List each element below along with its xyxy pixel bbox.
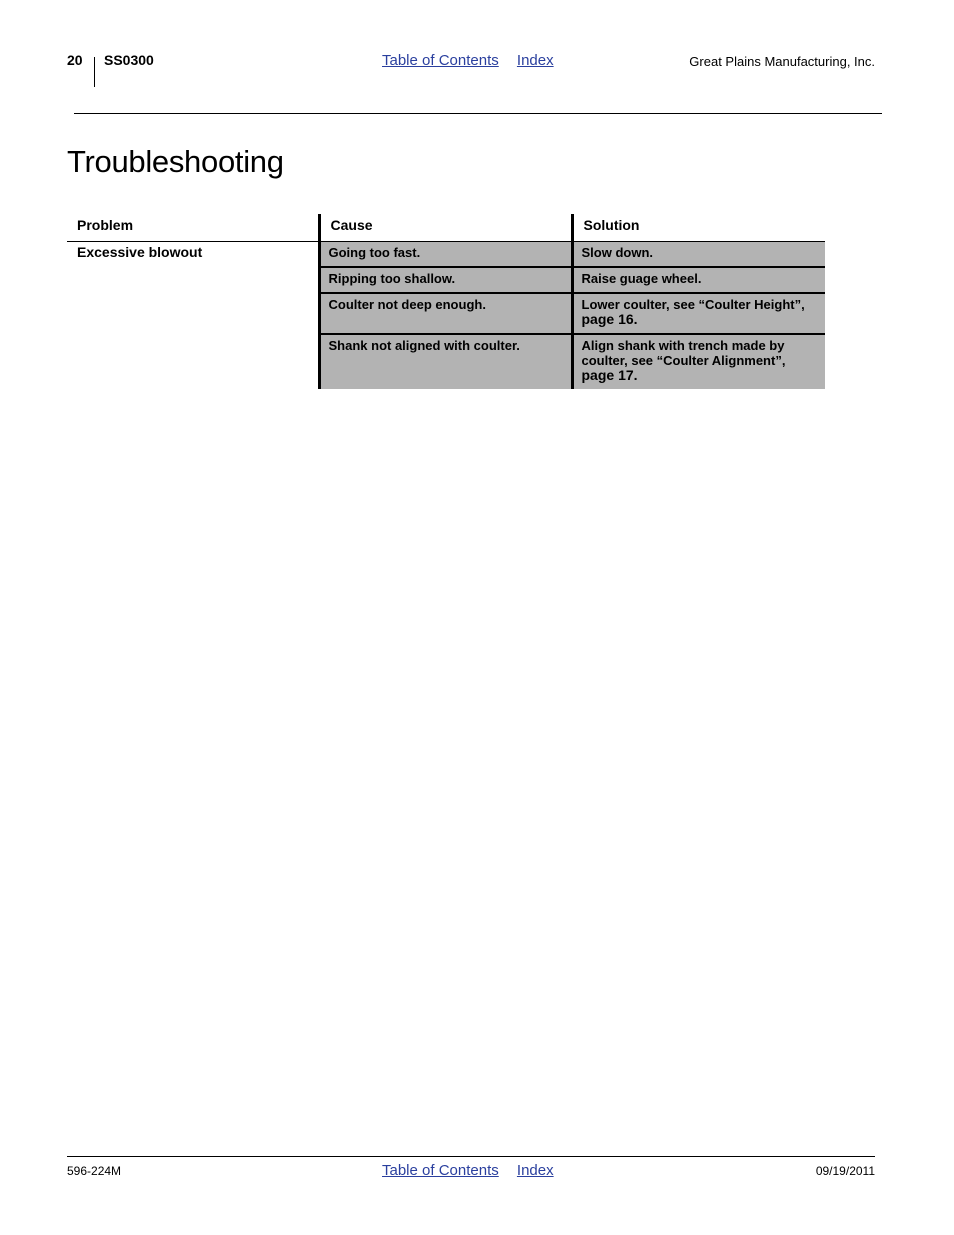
page-reference: page 16. — [581, 311, 638, 327]
index-link[interactable]: Index — [516, 52, 554, 69]
cause-cell: Coulter not deep enough. — [319, 293, 572, 334]
column-header-problem: Problem — [67, 214, 319, 242]
solution-cell — [572, 334, 825, 389]
column-header-solution: Solution — [572, 214, 825, 242]
toc-link[interactable]: Table of Contents — [382, 52, 499, 69]
document-number: 596-224M — [67, 1164, 122, 1178]
index-link[interactable]: Index — [516, 1162, 554, 1179]
solution-text: Raise guage wheel. — [581, 271, 702, 286]
header-rule — [74, 113, 882, 114]
solution-text: Align shank with trench made by coulter, see “Coulter Alignment”, — [581, 338, 786, 368]
solution-text: Lower coulter, see “Coulter Height”, — [581, 297, 805, 312]
toc-link[interactable]: Table of Contents — [382, 1162, 499, 1179]
page-number: 20 — [67, 52, 83, 68]
footer-nav — [382, 1162, 568, 1179]
solution-cell — [572, 267, 825, 293]
page-reference: page 17. — [581, 367, 638, 383]
problem-cell: Excessive blowout — [77, 244, 203, 260]
footer-rule — [67, 1156, 875, 1157]
cause-cell: Going too fast. — [319, 242, 572, 268]
column-header-cause: Cause — [319, 214, 572, 242]
revision-date: 09/19/2011 — [815, 1164, 875, 1178]
solution-cell — [572, 242, 825, 268]
header-divider — [94, 57, 95, 87]
table-row — [67, 242, 825, 268]
company-name: Great Plains Manufacturing, Inc. — [689, 54, 875, 69]
troubleshooting-table — [67, 214, 825, 389]
cause-cell: Ripping too shallow. — [319, 267, 572, 293]
solution-cell — [572, 293, 825, 334]
solution-text: Slow down. — [581, 245, 653, 260]
header-nav — [382, 52, 568, 69]
page-title: Troubleshooting — [67, 144, 284, 179]
cause-cell: Shank not aligned with coulter. — [319, 334, 572, 389]
table-header-row — [67, 214, 825, 242]
model-number: SS0300 — [104, 52, 154, 68]
